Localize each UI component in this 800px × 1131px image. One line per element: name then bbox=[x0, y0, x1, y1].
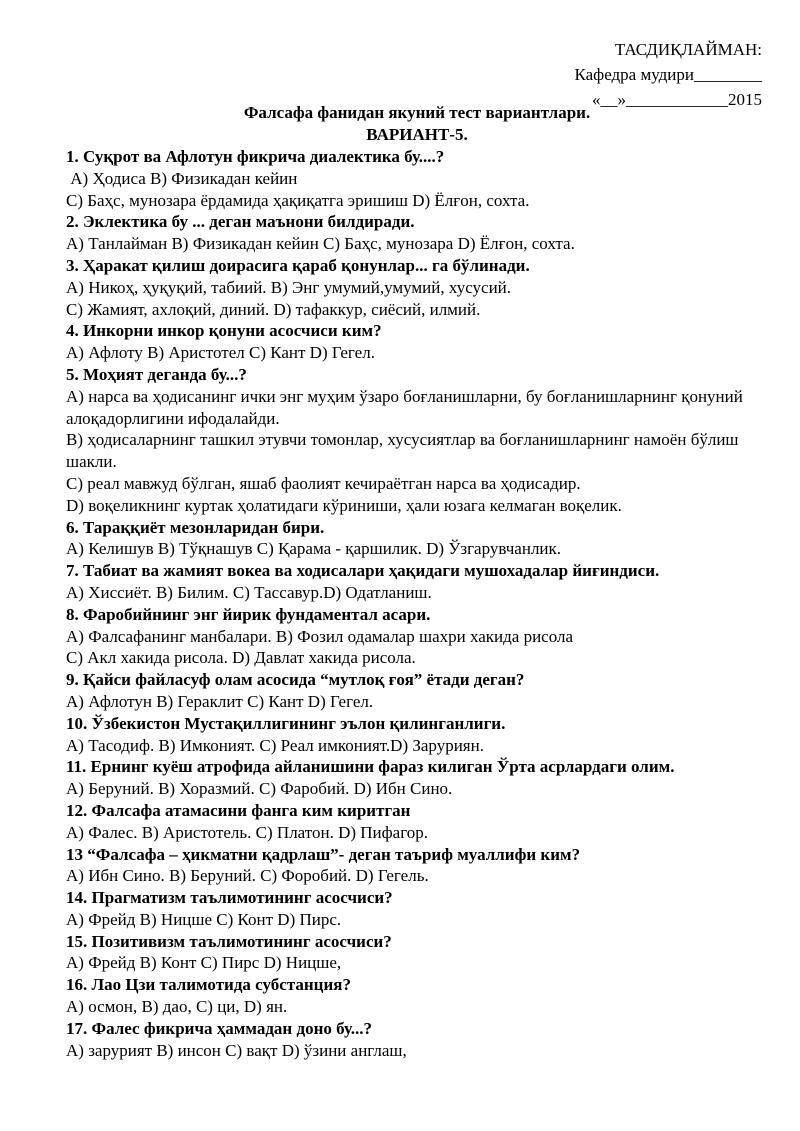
answer-line: А) осмон, В) дао, С) ци, D) ян. bbox=[66, 997, 288, 1017]
questions-list bbox=[66, 146, 766, 1061]
variant-title: ВАРИАНТ-5. bbox=[366, 125, 468, 144]
question-8: 8. Фаробийнинг энг йирик фундаментал асари. bbox=[66, 604, 431, 624]
approval-block bbox=[462, 37, 762, 112]
answer-line: А) Тасодиф. В) Имконият. С) Реал имконият.D) Заруриян. bbox=[66, 735, 484, 755]
answer-line: А) зарурият В) инсон С) вақт D) ўзини англаш, bbox=[66, 1040, 407, 1060]
answer-line: А) Фалсафанинг манбалари. В) Фозил одамалар шахри хакида рисола bbox=[66, 626, 574, 646]
question-13: 13 “Фалсафа – ҳикматни қадрлаш”- деган таъриф муаллифи ким? bbox=[66, 844, 581, 864]
answer-line: С) реал мавжуд бўлган, яшаб фаолият кечираётган нарса ва ҳодисадир. bbox=[66, 473, 581, 493]
answer-line: А) Никоҳ, ҳуқуқий, табиий. В) Энг умумий,умумий, хусусий. bbox=[66, 277, 512, 297]
answer-line: D) воқеликнинг куртак ҳолатидаги кўриниши, ҳали юзага келмаган воқелик. bbox=[66, 495, 622, 515]
answer-line: С) Акл хакида рисола. D) Давлат хакида рисола. bbox=[66, 648, 416, 668]
question-16: 16. Лао Цзи талимотида субстанция? bbox=[66, 975, 351, 995]
head-of-department-line: Кафедра мудири________ bbox=[574, 65, 762, 84]
answer-line: А) Фрейд В) Ницше С) Конт D) Пирс. bbox=[66, 909, 342, 929]
answer-line: А) Ибн Сино. В) Беруний. С) Форобий. D) Гегель. bbox=[66, 866, 429, 886]
answer-line: С) Жамият, ахлоқий, диний. D) тафаккур, сиёсий, илмий. bbox=[66, 299, 481, 319]
question-2: 2. Эклектика бу ... деган маънони билдиради. bbox=[66, 212, 415, 232]
question-12: 12. Фалсафа атамасини фанга ким киритган bbox=[66, 800, 411, 820]
answer-line: А) Фрейд В) Конт С) Пирс D) Ницше, bbox=[66, 953, 342, 973]
question-7: 7. Табиат ва жамият вокеа ва ходисалари ҳақидаги мушохадалар йиғиндиси. bbox=[66, 561, 660, 581]
question-5: 5. Моҳият деганда бу...? bbox=[66, 364, 247, 384]
question-17: 17. Фалес фикрича ҳаммадан доно бу...? bbox=[66, 1018, 373, 1038]
question-15: 15. Позитивизм таълимотининг асосчиси? bbox=[66, 931, 392, 951]
document-title: Фалсафа фанидан якуний тест вариантлари. bbox=[243, 103, 591, 122]
answer-line: А) Танлайман В) Физикадан кейин С) Баҳс, мунозара D) Ёлғон, сохта. bbox=[66, 234, 575, 254]
answer-line: А) Келишув В) Тўқнашув С) Қарама - қаршилик. D) Ўзгарувчанлик. bbox=[66, 539, 562, 559]
question-1: 1. Суқрот ва Афлотун фикрича диалектика бу....? bbox=[66, 147, 445, 166]
answer-line: А) Беруний. В) Хоразмий. С) Фаробий. D) Ибн Сино. bbox=[66, 779, 453, 799]
answer-line: А) Афлоту В) Аристотел С) Кант D) Гегел. bbox=[66, 343, 375, 363]
question-14: 14. Прагматизм таълимотининг асосчиси? bbox=[66, 888, 393, 908]
answer-line: А) Афлотун В) Гераклит С) Кант D) Гегел. bbox=[66, 691, 374, 711]
question-9: 9. Қайси файласуф олам асосида “мутлоқ ғоя” ётади деган? bbox=[66, 670, 525, 690]
approval-heading: ТАСДИҚЛАЙМАН: bbox=[614, 40, 762, 59]
answer-line: А) нарса ва ҳодисанинг ички энг муҳим ўзаро боғланишларни, бу боғланишларнинг қонуний алоқадорлигини ифодалайди. bbox=[66, 386, 743, 428]
question-4: 4. Инкорни инкор қонуни асосчиси ким? bbox=[66, 321, 382, 341]
answer-line: А) Ҳодиса В) Физикадан кейин bbox=[66, 168, 298, 188]
question-6: 6. Тараққиёт мезонларидан бири. bbox=[66, 517, 325, 537]
answer-line: В) ҳодисаларнинг ташкил этувчи томонлар, хусусиятлар ва боғланишларнинг намоён бўлиш шакли. bbox=[66, 430, 739, 472]
title-block bbox=[0, 102, 800, 146]
date-line: «__»____________2015 bbox=[592, 90, 762, 109]
answer-line: А) Хиссиёт. В) Билим. С) Тассавур.D) Одатланиш. bbox=[66, 582, 432, 602]
question-10: 10. Ўзбекистон Мустақиллигининг эълон қилинганлиги. bbox=[66, 713, 506, 733]
question-11: 11. Ернинг куёш атрофида айланишини фараз килиган Ўрта асрлардаги олим. bbox=[66, 757, 675, 777]
question-3: 3. Ҳаракат қилиш доирасига қараб қонунлар... га бўлинади. bbox=[66, 255, 530, 275]
answer-line: С) Баҳс, мунозара ёрдамида ҳақиқатга эришиш D) Ёлғон, сохта. bbox=[66, 190, 530, 210]
answer-line: А) Фалес. В) Аристотель. С) Платон. D) Пифагор. bbox=[66, 822, 429, 842]
